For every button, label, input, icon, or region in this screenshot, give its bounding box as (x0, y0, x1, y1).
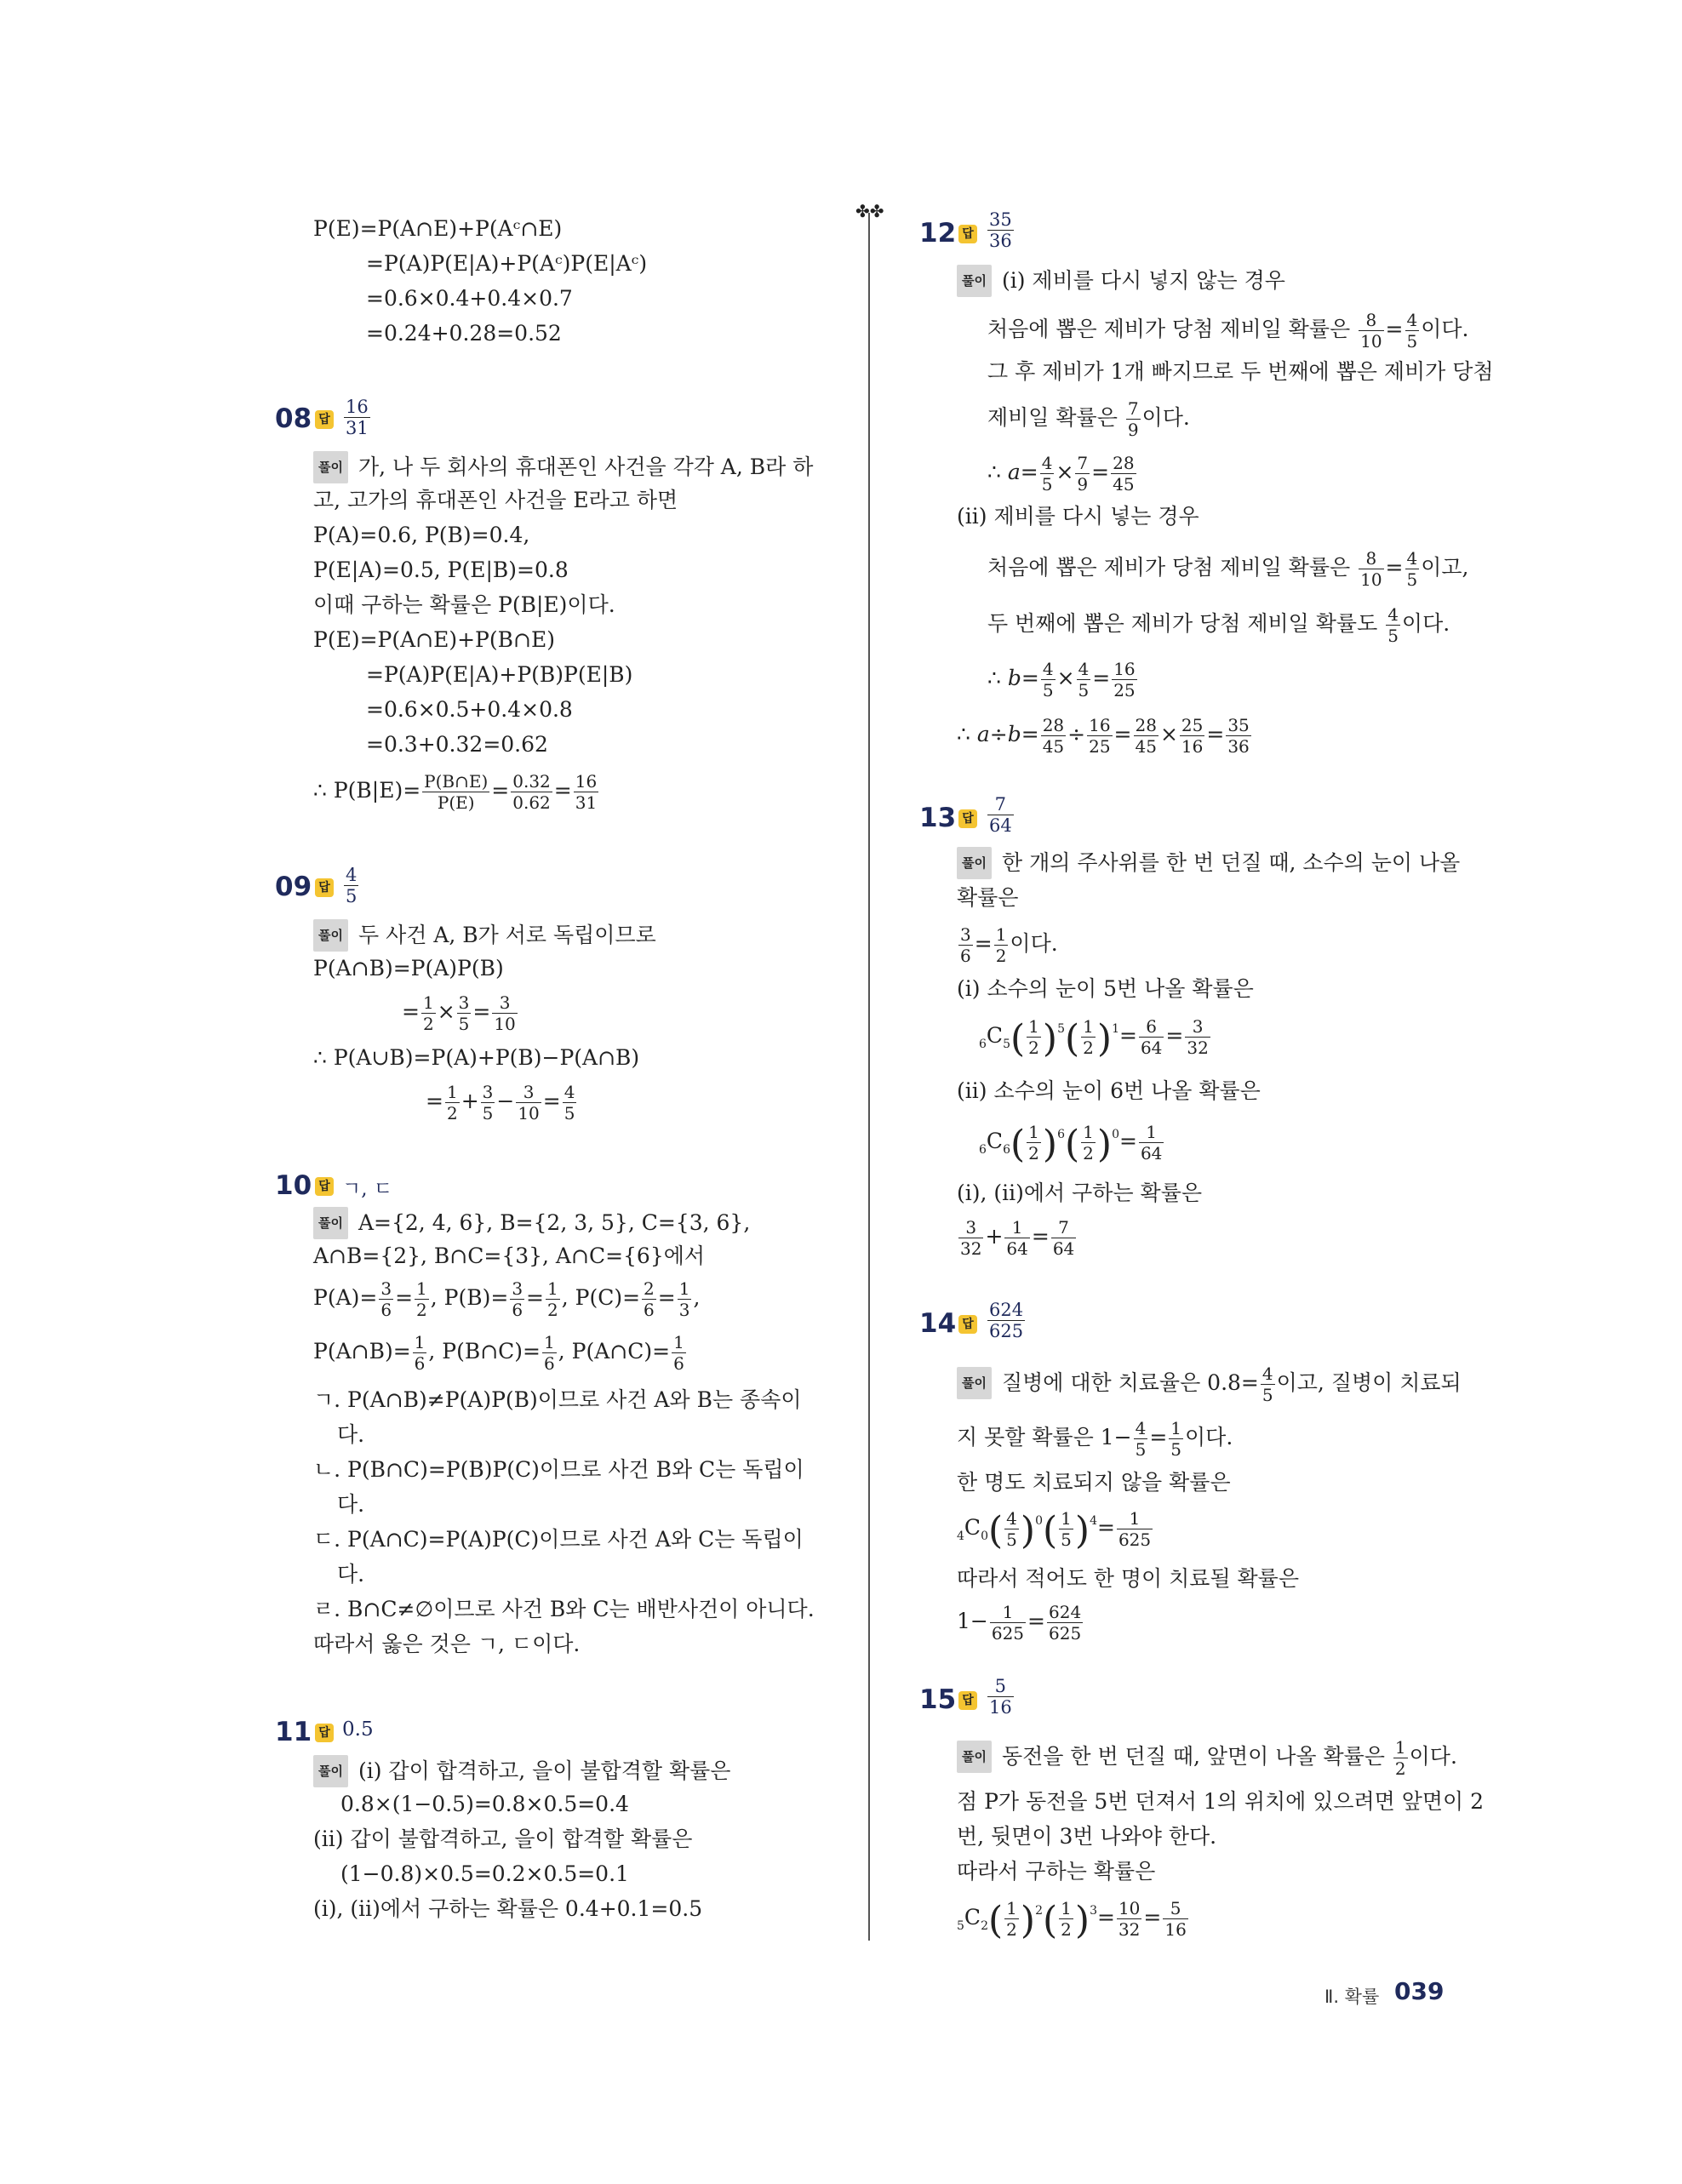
solution-line: 제비일 확률은 $\frac{7}{9}$ 이다. (987, 398, 1190, 440)
solution-line: P(A∩B)=P(A)P(B) (313, 956, 504, 981)
answer-value: $\frac{16}{31}$ (346, 397, 369, 438)
solution-line: $_4C_0$( $\frac{4}{5}$ )$^0$( $\frac{1}{5}$ )$^4$= $\frac{1}{625}$ (957, 1508, 1152, 1552)
solution-line: 고, 고가의 휴대폰인 사건을 E라고 하면 (313, 488, 678, 512)
solution-line: 풀이 동전을 한 번 던질 때, 앞면이 나올 확률은 $\frac{1}{2}$ 이다. (957, 1739, 1457, 1777)
solution-line: 따라서 적어도 한 명이 치료될 확률은 (957, 1566, 1299, 1591)
solution-label: 풀이 (957, 847, 992, 879)
solution-line: 풀이 A={2, 4, 6}, B={2, 3, 5}, C={3, 6}, (313, 1207, 750, 1239)
solution-line: 풀이 질병에 대한 치료율은 0.8= $\frac{4}{5}$ 이고, 질병이 치료되 (957, 1365, 1462, 1404)
solution-label: 풀이 (957, 1741, 992, 1773)
problem-number: 14 (919, 1308, 957, 1339)
solution-item: ㄷ. P(A∩C)=P(A)P(C)이므로 사건 A와 C는 독립이 (313, 1527, 804, 1552)
solution-item: 다. (337, 1562, 365, 1587)
chapter-label: Ⅱ. 확률 (1324, 1987, 1380, 2007)
solution-line: = $\frac{1}{2}$ × $\frac{3}{5}$ = $\frac{3}{10}$ (402, 992, 516, 1034)
answer-value: $\frac{5}{16}$ (989, 1676, 1012, 1718)
answer-value: ㄱ, ㄷ (342, 1178, 393, 1200)
solution-line: $_6C_6$( $\frac{1}{2}$ )$^6$( $\frac{1}{2}$ )$^0$= $\frac{1}{64}$ (979, 1122, 1163, 1166)
solution-line: ∴ P(A∪B)=P(A)+P(B)−P(A∩B) (313, 1045, 640, 1070)
solution-label: 풀이 (313, 919, 348, 952)
answer-value: $\frac{35}{36}$ (989, 209, 1012, 251)
solution-line: P(E|A)=0.5, P(E|B)=0.8 (313, 557, 569, 582)
problem-number: 10 (275, 1170, 312, 1201)
solution-line: 풀이 가, 나 두 회사의 휴대폰인 사건을 각각 A, B라 하 (313, 451, 813, 483)
solution-line: =0.3+0.32=0.62 (366, 732, 548, 757)
solution-line: (1−0.8)×0.5=0.2×0.5=0.1 (340, 1861, 629, 1886)
solution-final-line: 1− $\frac{1}{625}$ = $\frac{624}{625}$ (957, 1602, 1082, 1644)
divider-ornament-icon: ✤✤ (855, 201, 884, 221)
answer-badge: 답 (315, 1177, 334, 1196)
solution-line: 점 P가 동전을 5번 던져서 1의 위치에 있으려면 앞면이 2 (957, 1789, 1485, 1814)
solution-final-line: ∴ P(B|E)= $\frac{P(B\cap E)}{P(E)}$ = $\frac{0.32}{0.62}$ = $\frac{16}{31}$ (313, 771, 598, 813)
solution-line: =0.6×0.5+0.4×0.8 (366, 697, 573, 722)
problem-number: 11 (275, 1717, 312, 1747)
answer-badge: 답 (958, 809, 977, 828)
intro-line: =0.6×0.4+0.4×0.7 (366, 286, 573, 311)
solution-final-line: $\frac{3}{32}$ + $\frac{1}{64}$ = $\frac{7}{64}$ (960, 1217, 1075, 1259)
answer-badge: 답 (958, 225, 977, 243)
problem-number: 15 (919, 1684, 957, 1715)
answer-value: $\frac{624}{625}$ (989, 1300, 1024, 1341)
solution-line: ∴ b= $\frac{4}{5}$ × $\frac{4}{5}$ = $\frac{16}{25}$ (987, 659, 1136, 700)
solution-line: (ⅰ), (ⅱ)에서 구하는 확률은 0.4+0.1=0.5 (313, 1896, 703, 1921)
solution-line: 따라서 구하는 확률은 (957, 1859, 1156, 1884)
answer-value: $\frac{7}{64}$ (989, 794, 1012, 836)
solution-item: ㄹ. B∩C≠∅이므로 사건 B와 C는 배반사건이 아니다. (313, 1597, 815, 1621)
solution-item: ㄱ. P(A∩B)≠P(A)P(B)이므로 사건 A와 B는 종속이 (313, 1387, 802, 1412)
solution-item: 따라서 옳은 것은 ㄱ, ㄷ이다. (313, 1632, 581, 1656)
solution-line: 풀이 (ⅰ) 갑이 합격하고, 을이 불합격할 확률은 (313, 1755, 730, 1787)
problem-number: 13 (919, 803, 957, 833)
solution-line: (ⅱ) 제비를 다시 넣는 경우 (957, 504, 1199, 529)
solution-final-line: ∴ a÷b= $\frac{28}{45}$ ÷ $\frac{16}{25}$ = $\frac{28}{45}$ × $\frac{25}{16}$ = $\frac{35}{36}$ (957, 715, 1250, 757)
answer-badge: 답 (315, 1724, 334, 1742)
solution-line: P(E)=P(A∩E)+P(B∩E) (313, 627, 555, 652)
solution-label: 풀이 (957, 1367, 992, 1399)
intro-line: =P(A)P(E|A)+P(Aᶜ)P(E|Aᶜ) (366, 251, 648, 276)
solution-line: 처음에 뽑은 제비가 당첨 제비일 확률은 $\frac{8}{10}$ = $\frac{4}{5}$ 이다. (987, 310, 1469, 352)
solution-final-line: $_5C_2$( $\frac{1}{2}$ )$^2$( $\frac{1}{2}$ )$^3$= $\frac{10}{32}$ = $\frac{5}{16}$ (957, 1898, 1187, 1942)
solution-line: 지 못할 확률은 1− $\frac{4}{5}$ = $\frac{1}{5}$ 이다. (957, 1418, 1233, 1460)
solution-line: 확률은 (957, 885, 1019, 910)
problem-number: 08 (275, 403, 312, 434)
answer-badge: 답 (315, 878, 334, 897)
solution-line: 처음에 뽑은 제비가 당첨 제비일 확률은 $\frac{8}{10}$ = $\frac{4}{5}$ 이고, (987, 548, 1469, 590)
solution-item: 다. (337, 1492, 365, 1517)
solution-line: (ⅰ), (ⅱ)에서 구하는 확률은 (957, 1181, 1202, 1205)
solution-line: = $\frac{1}{2}$ + $\frac{3}{5}$ − $\frac{3}{10}$ = $\frac{4}{5}$ (426, 1082, 575, 1123)
answer-value: 0.5 (342, 1718, 374, 1741)
intro-line: =0.24+0.28=0.52 (366, 321, 562, 346)
solution-label: 풀이 (313, 1755, 348, 1787)
solution-line: 두 번째에 뽑은 제비가 당첨 제비일 확률도 $\frac{4}{5}$ 이다. (987, 604, 1450, 646)
solution-line: 0.8×(1−0.5)=0.8×0.5=0.4 (340, 1792, 629, 1816)
solution-label: 풀이 (313, 451, 348, 483)
solution-line: 그 후 제비가 1개 빠지므로 두 번째에 뽑은 제비가 당첨 (987, 359, 1494, 384)
solution-line: =P(A)P(E|A)+P(B)P(E|B) (366, 662, 633, 687)
solution-line: 풀이 (ⅰ) 제비를 다시 넣지 않는 경우 (957, 265, 1285, 297)
solution-item: ㄴ. P(B∩C)=P(B)P(C)이므로 사건 B와 C는 독립이 (313, 1457, 804, 1482)
solution-label: 풀이 (957, 265, 992, 297)
solution-line: 풀이 한 개의 주사위를 한 번 던질 때, 소수의 눈이 나올 (957, 847, 1460, 879)
solution-line: (ⅰ) 소수의 눈이 5번 나올 확률은 (957, 976, 1254, 1001)
solution-line: (ⅱ) 갑이 불합격하고, 을이 합격할 확률은 (313, 1827, 693, 1851)
solution-line: ∴ a= $\frac{4}{5}$ × $\frac{7}{9}$ = $\frac{28}{45}$ (987, 453, 1135, 495)
problem-number: 09 (275, 872, 312, 902)
solution-line: P(A)=0.6, P(B)=0.4, (313, 523, 530, 547)
solution-line: 이때 구하는 확률은 P(B|E)이다. (313, 592, 615, 617)
solution-line: P(A)= $\frac{3}{6}$ = $\frac{1}{2}$ , P(B)= $\frac{3}{6}$ = $\frac{1}{2}$ , P(C)= $\frac{2}{6}$ = $\frac{1}{3}$ , (313, 1278, 701, 1320)
answer-badge: 답 (958, 1315, 977, 1334)
answer-badge: 답 (958, 1691, 977, 1710)
column-divider (868, 213, 870, 1941)
page-number: 039 (1394, 1977, 1445, 2005)
solution-line: 풀이 두 사건 A, B가 서로 독립이므로 (313, 919, 656, 952)
solution-line: 번, 뒷면이 3번 나와야 한다. (957, 1824, 1217, 1849)
answer-badge: 답 (315, 410, 334, 429)
intro-line: P(E)=P(A∩E)+P(Aᶜ∩E) (313, 216, 563, 241)
solution-line: 한 명도 치료되지 않을 확률은 (957, 1470, 1231, 1495)
solution-line: $\frac{3}{6}$ = $\frac{1}{2}$ 이다. (960, 924, 1058, 966)
answer-value: $\frac{4}{5}$ (346, 865, 358, 906)
solution-line: $_6C_5$( $\frac{1}{2}$ )$^5$( $\frac{1}{2}$ )$^1$= $\frac{6}{64}$ = $\frac{3}{32}$ (979, 1016, 1209, 1061)
solution-label: 풀이 (313, 1207, 348, 1239)
solution-item: 다. (337, 1422, 365, 1447)
solution-line: (ⅱ) 소수의 눈이 6번 나올 확률은 (957, 1078, 1261, 1103)
problem-number: 12 (919, 218, 957, 249)
solution-line: A∩B={2}, B∩C={3}, A∩C={6}에서 (313, 1244, 706, 1268)
solution-line: P(A∩B)= $\frac{1}{6}$ , P(B∩C)= $\frac{1}{6}$ , P(A∩C)= $\frac{1}{6}$ (313, 1332, 684, 1374)
